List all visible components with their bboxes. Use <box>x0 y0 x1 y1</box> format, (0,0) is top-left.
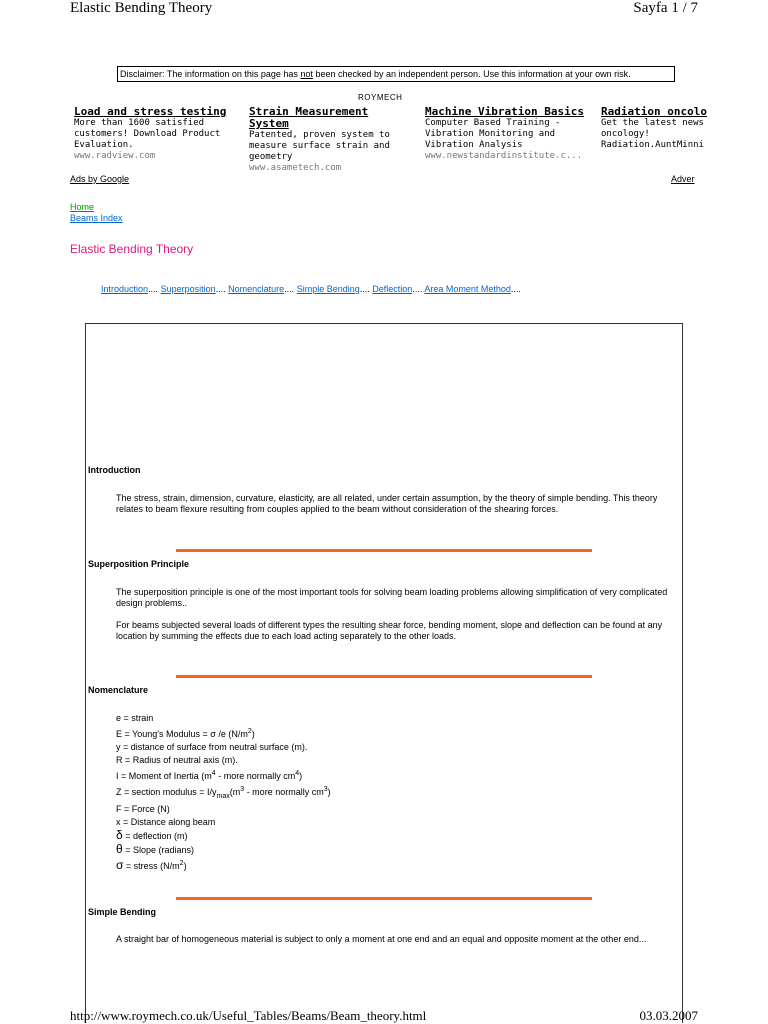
table-of-contents <box>101 284 521 294</box>
nomenclature-item: E = Young's Modulus = σ /e $(N/m^2)$ <box>116 728 255 739</box>
print-header-page-number: Sayfa 1 / 7 <box>633 0 698 16</box>
toc-link-superposition[interactable]: Superposition <box>160 284 216 294</box>
theta-symbol: θ <box>116 841 123 856</box>
ads-by-google-link[interactable]: Ads by Google <box>70 174 130 184</box>
section-heading-nomenclature: Nomenclature <box>88 685 149 695</box>
print-footer-url: http://www.roymech.co.uk/Useful_Tables/Beams/Beam_theory.html <box>70 1008 427 1023</box>
nomenclature-item: I = Moment of Inertia ($m^4$ - more normally $cm^4$) <box>116 770 303 781</box>
disclaimer-box <box>117 66 675 82</box>
nomenclature-item: e = strain <box>116 713 154 723</box>
print-header-title: Elastic Bending Theory <box>70 0 213 16</box>
superposition-paragraph-1: The superposition principle is one of the most important tools for solving beam loading problems allowing simplification of very complicated design problems.. <box>116 587 668 608</box>
disclaimer-text-end: been checked by an independent person. Use this information at your own risk. <box>312 69 631 79</box>
ad-strip <box>70 105 707 173</box>
toc-separator: .... <box>412 284 423 294</box>
simple-bending-paragraph: A straight bar of homogeneous material is subject to only a moment at one end and an equal and opposite moment at the other end... <box>116 934 647 944</box>
advertise-link[interactable]: Adver <box>671 174 695 184</box>
ad-block[interactable] <box>601 106 721 151</box>
nomenclature-item: y = distance of surface from neutral surface (m). <box>116 742 308 752</box>
section-heading-simple-bending: Simple Bending <box>88 907 157 917</box>
ad-url[interactable]: www.asametech.com <box>249 163 342 173</box>
ad-body: Computer Based Training - Vibration Monitoring and Vibration Analysis <box>425 118 561 150</box>
nomenclature-item: x = Distance along beam <box>116 816 216 827</box>
toc-separator: .... <box>359 284 370 294</box>
section-heading-introduction: Introduction <box>88 465 141 475</box>
ad-block[interactable] <box>249 106 409 174</box>
nomenclature-list <box>116 712 331 873</box>
toc-separator: .... <box>284 284 295 294</box>
toc-link-area-moment-method[interactable]: Area Moment Method <box>424 284 511 294</box>
beams-index-link[interactable]: Beams Index <box>70 213 123 223</box>
ad-url[interactable]: www.radview.com <box>74 151 156 161</box>
ad-title-link[interactable]: Machine Vibration Basics <box>425 105 584 118</box>
ad-block[interactable] <box>74 106 244 162</box>
toc-link-nomenclature[interactable]: Nomenclature <box>228 284 285 294</box>
delta-symbol: δ <box>116 827 123 842</box>
ad-body: More than 1600 satisfied customers! Download Product Evaluation. <box>74 118 221 150</box>
nomenclature-item: R = Radius of neutral axis (m). <box>116 755 238 765</box>
disclaimer-text-start: Disclaimer: The information on this page has <box>120 69 301 79</box>
nomenclature-item: F = Force (N) <box>116 803 170 814</box>
ad-title-link[interactable]: Radiation oncolo <box>601 105 707 118</box>
toc-separator: .... <box>148 284 159 294</box>
superposition-paragraph-2: For beams subjected several loads of different types the resulting shear force, bending moment, slope and deflection can be found at any location by summing the effects due to each load acting separately to the other loads. <box>116 620 663 641</box>
disclaimer-emphasis: not <box>300 69 313 79</box>
ad-body: Patented, proven system to measure surface strain and geometry <box>249 130 390 162</box>
nomenclature-item: Z = section modulus = $I/y_{max}(m^3$ - more normally $cm^3$) <box>116 786 331 800</box>
print-footer-date: 03.03.2007 <box>639 1008 698 1023</box>
section-divider <box>176 675 592 678</box>
toc-link-simple-bending[interactable]: Simple Bending <box>296 284 360 294</box>
ad-block[interactable] <box>425 106 597 162</box>
page-title: Elastic Bending Theory <box>70 242 194 256</box>
section-divider <box>176 897 592 900</box>
ad-title-link[interactable]: Strain Measurement System <box>249 105 369 130</box>
section-heading-superposition: Superposition Principle <box>88 559 190 569</box>
ad-title-link[interactable]: Load and stress testing <box>74 105 227 118</box>
ad-body: Get the latest news oncology! Radiation.AuntMinni <box>601 118 704 150</box>
toc-link-introduction[interactable]: Introduction <box>101 284 149 294</box>
ad-url[interactable]: www.newstandardinstitute.c... <box>425 151 583 161</box>
sigma-symbol: σ <box>116 857 124 872</box>
content-frame <box>85 323 683 1023</box>
nomenclature-item: δ = deflection (m) <box>116 827 188 842</box>
intro-paragraph: The stress, strain, dimension, curvature, elasticity, are all related, under certain assumption, by the theory of simple bending. This theory relates to beam flexure resulting from couples applied to the beam without consideration of the shearing forces. <box>116 493 658 514</box>
toc-separator: .... <box>215 284 226 294</box>
section-divider <box>176 549 592 552</box>
toc-link-deflection[interactable]: Deflection <box>372 284 413 294</box>
nomenclature-item: θ = Slope (radians) <box>116 841 194 856</box>
home-link[interactable]: Home <box>70 202 95 212</box>
nomenclature-item: σ = stress $(N/m^2)$ <box>116 857 187 872</box>
toc-separator: .... <box>510 284 521 294</box>
site-name: ROYMECH <box>358 93 403 102</box>
